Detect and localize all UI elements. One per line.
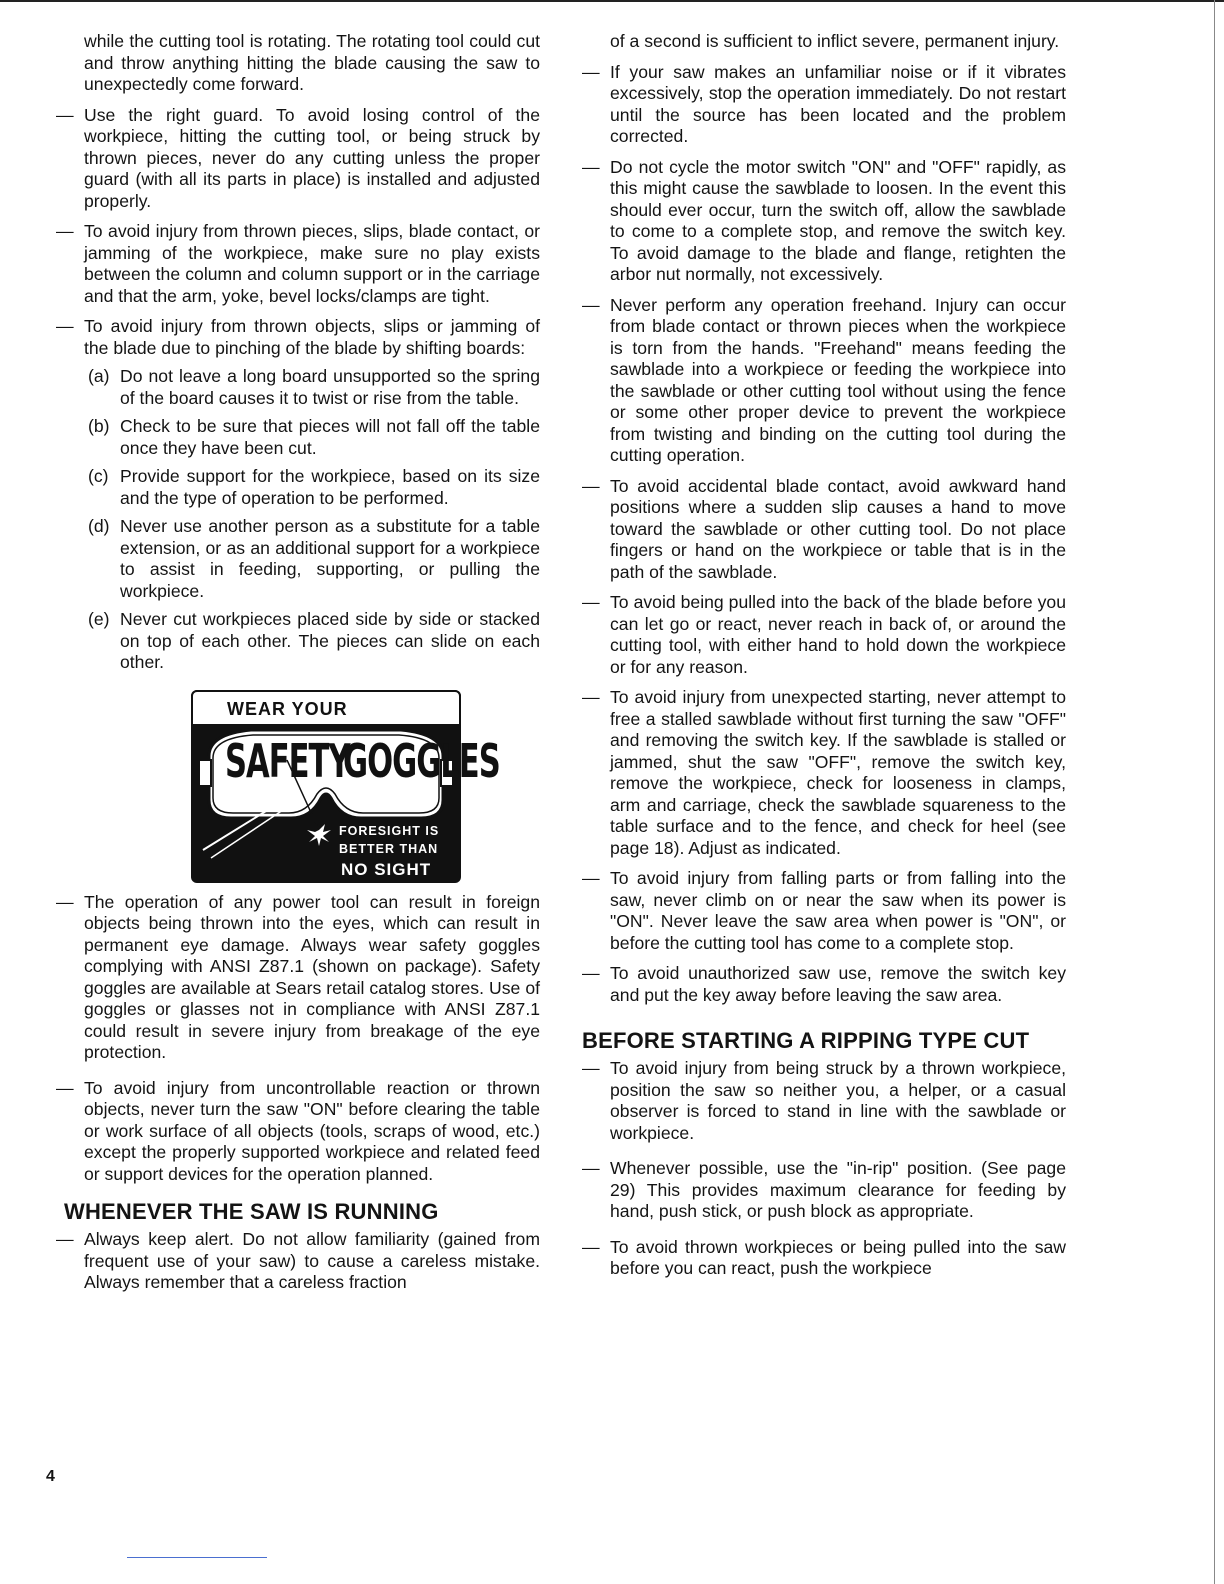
dash-marker: — [582,963,600,983]
badge-line-better: BETTER THAN [339,841,439,856]
right-column [582,31,1066,1280]
sub-item [56,466,540,509]
safety-item-text: To avoid unauthorized saw use, remove the switch key and put the key away before leaving the saw area. [610,963,1066,1005]
safety-item-text: To avoid being pulled into the back of the blade before you can let go or react, never reach in back of, or around the cutting tool, with either hand to hold down the workpiece or for any reason. [610,592,1066,677]
safety-item-text: To avoid injury from thrown pieces, slips, blade contact, or jamming of the workpiece, make sure no play exists between the column and column support or in the carriage and that the arm, yoke, bevel locks/clamps are tight. [84,221,540,306]
top-rule [0,0,1224,2]
sub-item-text: Check to be sure that pieces will not fall off the table once they have been cut. [120,416,540,458]
sub-item-label: (d) [88,516,110,536]
sub-item-text: Never cut workpieces placed side by side or stacked on top of each other. The pieces can slide on each other. [120,609,540,672]
page-number: 4 [46,1468,55,1485]
sub-item-label: (a) [88,366,110,386]
safety-item-text: If your saw makes an unfamiliar noise or if it vibrates excessively, stop the operation immediately. Do not restart until the source has been located and the problem corrected. [610,61,1066,146]
safety-item-text: To avoid injury from unexpected starting, never attempt to free a stalled sawblade without first turning the saw "OFF" and removing the switch key. If the sawblade is stalled or jammed, shut the saw "OFF", remove the switch key, remove the workpiece, check for looseness in clamps, arm and carriage, check the sawblade squareness to the table surface and to the fence, and check for heel (see page 18). Adjust as indicated. [610,687,1066,858]
safety-item [582,1158,1066,1223]
safety-item-text: To avoid injury from uncontrollable reaction or thrown objects, never turn the saw "ON" before clearing the table or work surface of all objects (tools, scraps of wood, etc.) except the properly supported workpiece and related feed or support devices for the operation planned. [84,1077,540,1184]
safety-item [582,963,1066,1006]
safety-item-text: To avoid injury from being struck by a thrown workpiece, position the saw so neither you, a helper, or a casual observer is forced to stand in line with the sawblade or workpiece. [610,1058,1066,1143]
safety-item [56,1078,540,1186]
left-column [56,31,540,1294]
dash-marker: — [582,592,600,612]
safety-item [582,687,1066,859]
safety-item [56,105,540,213]
dash-marker: — [582,156,600,177]
dash-marker: — [582,1158,600,1178]
sub-item [56,416,540,459]
dash-marker: — [582,1236,600,1257]
sub-item-label: (b) [88,416,110,436]
dash-marker: — [56,891,74,912]
badge-header [191,690,461,726]
sub-item-text: Never use another person as a substitute for a table extension, or as an additional support for a workpiece to assist in feeding, supporting, or pulling the workpiece. [120,516,540,601]
safety-item-text: To avoid injury from thrown objects, slips or jamming of the blade due to pinching of the blade by shifting boards: [84,316,540,358]
sub-item-label: (e) [88,609,110,629]
safety-item [56,221,540,307]
safety-item [582,157,1066,286]
dash-marker: — [56,316,74,336]
safety-item [582,1058,1066,1144]
dash-marker: — [582,294,600,315]
badge-header-text: WEAR YOUR [227,698,348,719]
safety-item-text: Always keep alert. Do not allow familiarity (gained from frequent use of your saw) to cause a careless mistake. Always remember that a careless fraction [84,1229,540,1292]
right-continuation: of a second is sufficient to inflict severe, permanent injury. [610,31,1060,51]
safety-item [56,892,540,1064]
safety-item [582,1237,1066,1280]
safety-item-text: To avoid accidental blade contact, avoid awkward hand positions where a sudden slip causes a hand to move toward the sawblade or other cutting tool. Do not place fingers or hand on the workpiece or table that is in the path of the sawblade. [610,475,1066,582]
safety-item [582,868,1066,954]
badge-line-nosight: NO SIGHT [341,859,432,879]
section-heading: BEFORE STARTING A RIPPING TYPE CUT [582,1028,1030,1053]
safety-item [582,295,1066,467]
sub-item [56,609,540,674]
badge-word-safety: SAFETY [225,734,350,789]
dash-marker: — [56,221,74,241]
dash-marker: — [56,104,74,125]
safety-item-text: Do not cycle the motor switch "ON" and "OFF" rapidly, as this might cause the sawblade to loosen. In the event this should ever occur, turn the switch off, allow the sawblade to come to a complete stop, and remove the switch key. To avoid damage to the blade and flange, retighten the arbor nut normally, not excessively. [610,156,1066,284]
safety-item [56,1229,540,1294]
sub-item-label: (c) [88,466,109,486]
safety-item [582,476,1066,584]
dash-marker: — [582,1058,600,1078]
sub-item-text: Provide support for the workpiece, based on its size and the type of operation to be performed. [120,466,540,508]
safety-item-text: Use the right guard. To avoid losing control of the workpiece, hitting the cutting tool, or being struck by thrown pieces, never do any cutting unless the proper guard (with all its parts in place) is installed and adjusted properly. [84,104,540,211]
dash-marker: — [582,475,600,496]
sub-item [56,366,540,409]
sub-item [56,516,540,602]
safety-goggles-badge [191,690,500,883]
safety-item [582,62,1066,148]
footer-rule [127,1557,267,1558]
left-continuation: while the cutting tool is rotating. The rotating tool could cut and throw anything hitting the blade causing the saw to unexpectedly come forward. [84,31,540,94]
safety-item-text: Never perform any operation freehand. Injury can occur from blade contact or thrown pieces when the workpiece is torn from the hands. "Freehand" means feeding the sawblade into a workpiece or feeding the workpiece into the sawblade or other cutting tool without using the fence or some other proper device to prevent the workpiece from twisting and binding on the cutting tool during the cutting operation. [610,294,1066,465]
dash-marker: — [582,61,600,82]
dash-marker: — [582,868,600,888]
section-heading: WHENEVER THE SAW IS RUNNING [64,1199,439,1224]
sub-item-text: Do not leave a long board unsupported so the spring of the board causes it to twist or rise from the table. [120,366,540,408]
badge-word-goggles: GOGGLES [343,734,500,789]
dash-marker: — [56,1229,74,1249]
dash-marker: — [582,687,600,707]
safety-item [56,316,540,359]
badge-line-foresight: FORESIGHT IS [339,823,440,838]
safety-item-text: Whenever possible, use the "in-rip" position. (See page 29) This provides maximum clearance for feeding by hand, push stick, or push block as appropriate. [610,1158,1066,1221]
safety-item-text: The operation of any power tool can result in foreign objects being thrown into the eyes, which can result in permanent eye damage. Always wear safety goggles complying with ANSI Z87.1 (shown on package). Safety goggles are available at Sears retail catalog stores. Use of goggles or glasses not in compliance with ANSI Z87.1 could result in severe injury from breakage of the eye protection. [84,891,540,1062]
safety-item-text: To avoid injury from falling parts or from falling into the saw, never climb on or near the saw when its power is "ON". Never leave the saw area when power is "ON", or before the cutting tool has come to a complete stop. [610,868,1066,953]
right-edge-rule [1214,0,1215,1584]
dash-marker: — [56,1077,74,1098]
safety-item-text: To avoid thrown workpieces or being pulled into the saw before you can react, push the workpiece [610,1236,1066,1278]
safety-item [582,592,1066,678]
